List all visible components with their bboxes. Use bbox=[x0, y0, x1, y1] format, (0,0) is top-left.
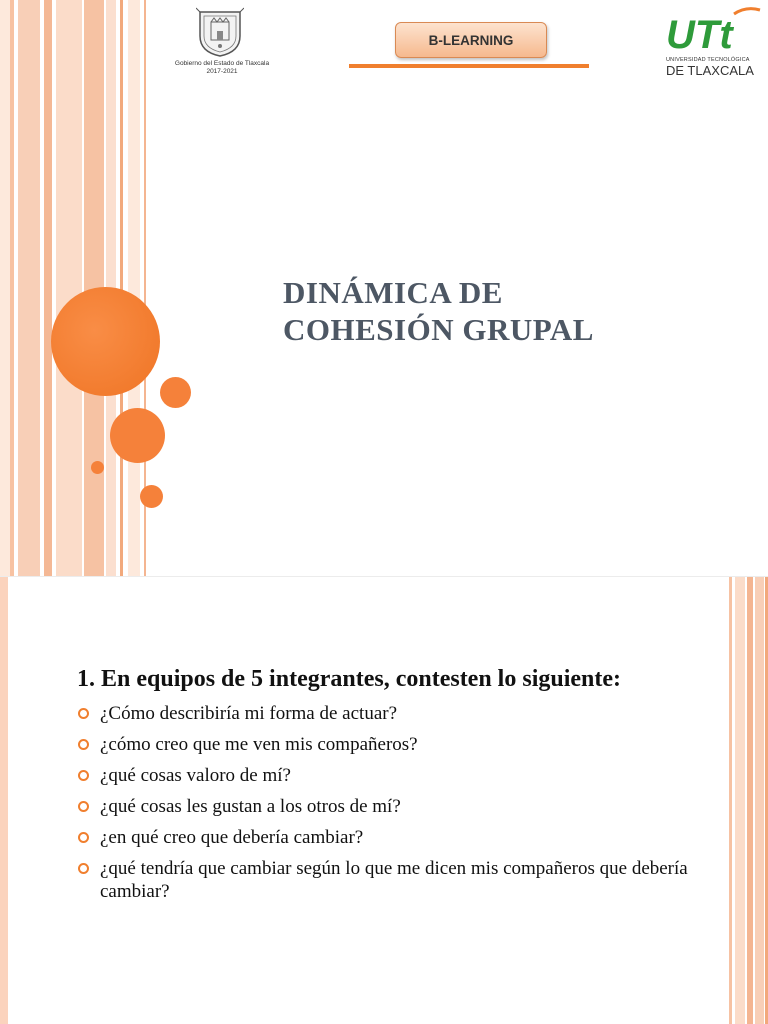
utt-logo-text: UTt bbox=[666, 13, 733, 54]
list-item bbox=[78, 826, 698, 849]
utt-caption-line1: UNIVERSIDAD TECNOLÓGICA bbox=[666, 57, 750, 63]
b-learning-underline bbox=[349, 64, 589, 68]
question-text: ¿qué tendría que cambiar según lo que me dicen mis compañeros que debería cambiar? bbox=[100, 858, 688, 902]
list-item bbox=[78, 857, 700, 903]
slide-title bbox=[283, 274, 703, 348]
decorative-circle-medium bbox=[110, 408, 165, 463]
decorative-circle-small bbox=[140, 485, 163, 508]
bullet-circle-icon bbox=[78, 739, 89, 750]
b-learning-badge bbox=[395, 22, 547, 58]
seal-caption-line2: 2017-2021 bbox=[206, 68, 238, 75]
slide-title-line2: COHESIÓN GRUPAL bbox=[283, 312, 594, 347]
bullet-circle-icon bbox=[78, 863, 89, 874]
utt-logo-caption bbox=[666, 57, 768, 78]
questions-heading: 1. En equipos de 5 integrantes, contesten lo siguiente: bbox=[77, 666, 622, 692]
question-text: ¿Cómo describiría mi forma de actuar? bbox=[100, 703, 398, 724]
seal-caption-line1: Gobierno del Estado de Tlaxcala bbox=[174, 60, 270, 67]
utt-logo-icon bbox=[664, 4, 764, 54]
list-item bbox=[78, 702, 698, 725]
question-text: ¿en qué creo que debería cambiar? bbox=[100, 827, 364, 848]
slide-title-line1: DINÁMICA DE bbox=[283, 275, 503, 310]
decorative-circle-tiny bbox=[91, 461, 104, 474]
question-text: ¿qué cosas valoro de mí? bbox=[100, 765, 291, 786]
decorative-circle-small bbox=[160, 377, 191, 408]
bullet-circle-icon bbox=[78, 770, 89, 781]
list-item bbox=[78, 733, 698, 756]
left-decorative-strip bbox=[0, 577, 8, 1024]
state-seal-icon bbox=[196, 6, 244, 58]
questions-list bbox=[78, 702, 698, 911]
question-text: ¿cómo creo que me ven mis compañeros? bbox=[100, 734, 418, 755]
b-learning-label: B-LEARNING bbox=[428, 32, 514, 48]
seal-caption bbox=[160, 60, 284, 76]
list-item bbox=[78, 795, 698, 818]
list-item bbox=[78, 764, 698, 787]
decorative-circle-large bbox=[51, 287, 160, 396]
bullet-circle-icon bbox=[78, 801, 89, 812]
questions-slide bbox=[0, 577, 768, 1024]
utt-caption-line2: DE TLAXCALA bbox=[666, 63, 754, 78]
question-text: ¿qué cosas les gustan a los otros de mí? bbox=[100, 796, 401, 817]
bullet-circle-icon bbox=[78, 832, 89, 843]
left-decorative-stripes bbox=[0, 0, 150, 576]
bullet-circle-icon bbox=[78, 708, 89, 719]
right-decorative-stripes bbox=[729, 577, 768, 1024]
